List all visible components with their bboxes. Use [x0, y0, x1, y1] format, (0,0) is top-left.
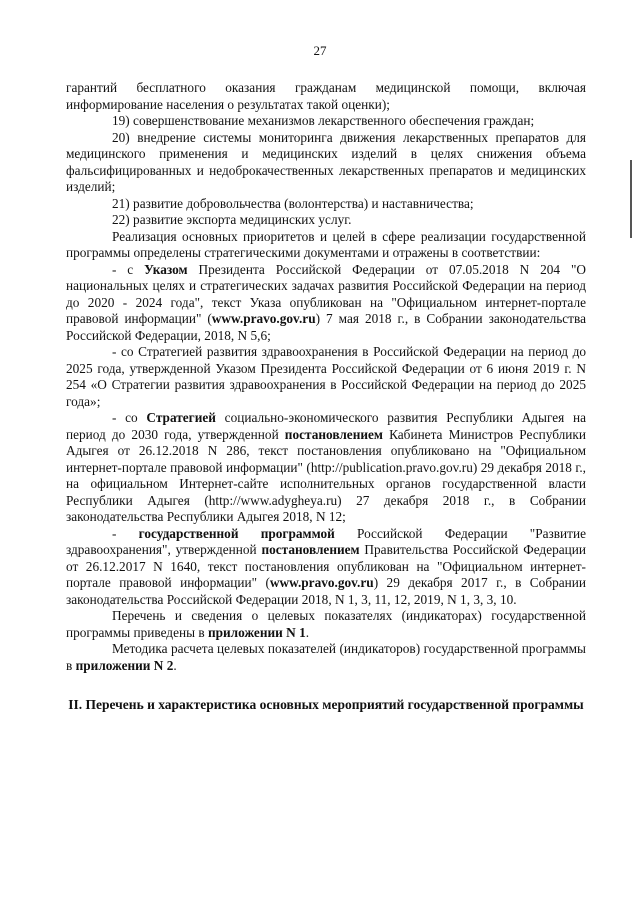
bold-link-pravo[interactable]: www.pravo.gov.ru: [269, 575, 374, 590]
bold-link-resolution[interactable]: постановлением: [284, 426, 383, 442]
text-run: Методика расчета целевых показателей (индикаторов) государственной программы в: [66, 641, 586, 673]
text-run: Президента Российской Федерации от 07.05.2018 N 204 "О национальных целях и стратегических задачах развития Российской Федерации на период до 2020 - 2024 года", текст Указа опубликован на "Официальном интернет-портале правовой информации" (: [66, 261, 586, 326]
paragraph-appendix-2: [66, 641, 586, 674]
text-run: Перечень и сведения о целевых показателях (индикаторах) государственной программы приведены в: [66, 608, 586, 640]
paragraph-strategy-health: - со Стратегией развития здравоохранения в Российской Федерации на период до 2025 года, утвержденной Указом Президента Российской Федерации от 6 июня 2019 г. N 254 «О Стратегии развития здравоохранения в Российской Федерации на период до 2025 года»;: [66, 344, 586, 409]
bold-link-resolution[interactable]: постановлением: [261, 542, 360, 557]
text-run: -: [112, 525, 139, 541]
list-item-19: 19) совершенствование механизмов лекарственного обеспечения граждан;: [112, 113, 535, 128]
list-item-21: 21) развитие добровольчества (волонтерства) и наставничества;: [112, 195, 474, 211]
text-run: Правительства Российской Федерации от 26.12.2017 N 1640, текст постановления опубликован на "Официальном интернет-портале правовой информации" (: [66, 542, 586, 590]
list-item-22: 22) развитие экспорта медицинских услуг.: [112, 212, 352, 227]
text-run: ) 29 декабря 2017 г., в Собрании законодательства Российской Федерации 2018, N 1, 3, 11, 12, 2019, N 1, 3, 3, 10.: [66, 575, 586, 607]
document-body: [66, 80, 586, 713]
scan-edge-mark: [630, 160, 632, 238]
text-run: .: [305, 624, 310, 640]
paragraph-strategy-adygea: [66, 410, 586, 526]
bold-link-state-program[interactable]: государственной программой: [138, 525, 335, 541]
bold-link-strategy[interactable]: Стратегией: [146, 410, 216, 425]
bold-link-pravo[interactable]: www.pravo.gov.ru: [211, 311, 316, 326]
bold-link-decree[interactable]: Указом: [144, 261, 188, 277]
paragraph-state-program: [66, 526, 586, 609]
paragraph-appendix-1: [66, 608, 586, 641]
text-run: - со: [112, 410, 147, 425]
list-item-20: 20) внедрение системы мониторинга движения лекарственных препаратов для медицинского применения и медицинских изделий в целях снижения объема фальсифицированных и недоброкачественных лекарственных препаратов и медицинских изделий;: [66, 129, 586, 194]
section-heading: II. Перечень и характеристика основных мероприятий государственной программы: [68, 697, 584, 712]
text-run: социально-экономического развития Республики Адыгея на период до 2030 года, утвержденной: [66, 410, 586, 442]
bold-link-appendix-2[interactable]: приложении N 2: [75, 657, 174, 673]
text-run: ) 7 мая 2018 г., в Собрании законодательства Российской Федерации, 2018, N 5,6;: [66, 311, 586, 343]
bold-link-appendix-1[interactable]: приложении N 1: [207, 624, 306, 640]
paragraph-1: гарантий бесплатного оказания гражданам медицинской помощи, включая информирование населения о результатах такой оценки);: [66, 80, 586, 112]
paragraph-priorities: Реализация основных приоритетов и целей в сфере реализации государственной программы определены стратегическими документами и отражены в соответствии:: [66, 228, 586, 260]
text-run: - с: [112, 261, 145, 277]
paragraph-decree: [66, 262, 586, 345]
page-number: 27: [313, 43, 327, 58]
text-run: .: [173, 657, 177, 673]
text-run: Кабинета Министров Республики Адыгея от 26.12.2018 N 286, текст постановления опубликовано на "Официальном интернет-портале правовой информации" (http://publication.pravo.gov.ru) 29 декабря 2018 г., на официальном Интернет-сайте исполнительных органов государственной власти Республики Адыгея (http://www.adygheya.ru) 27 декабря 2018 г., в Собрании законодательства Республики Адыгея 2018, N 12;: [66, 426, 586, 524]
text-run: Российской Федерации "Развитие здравоохранения", утвержденной: [66, 525, 587, 557]
